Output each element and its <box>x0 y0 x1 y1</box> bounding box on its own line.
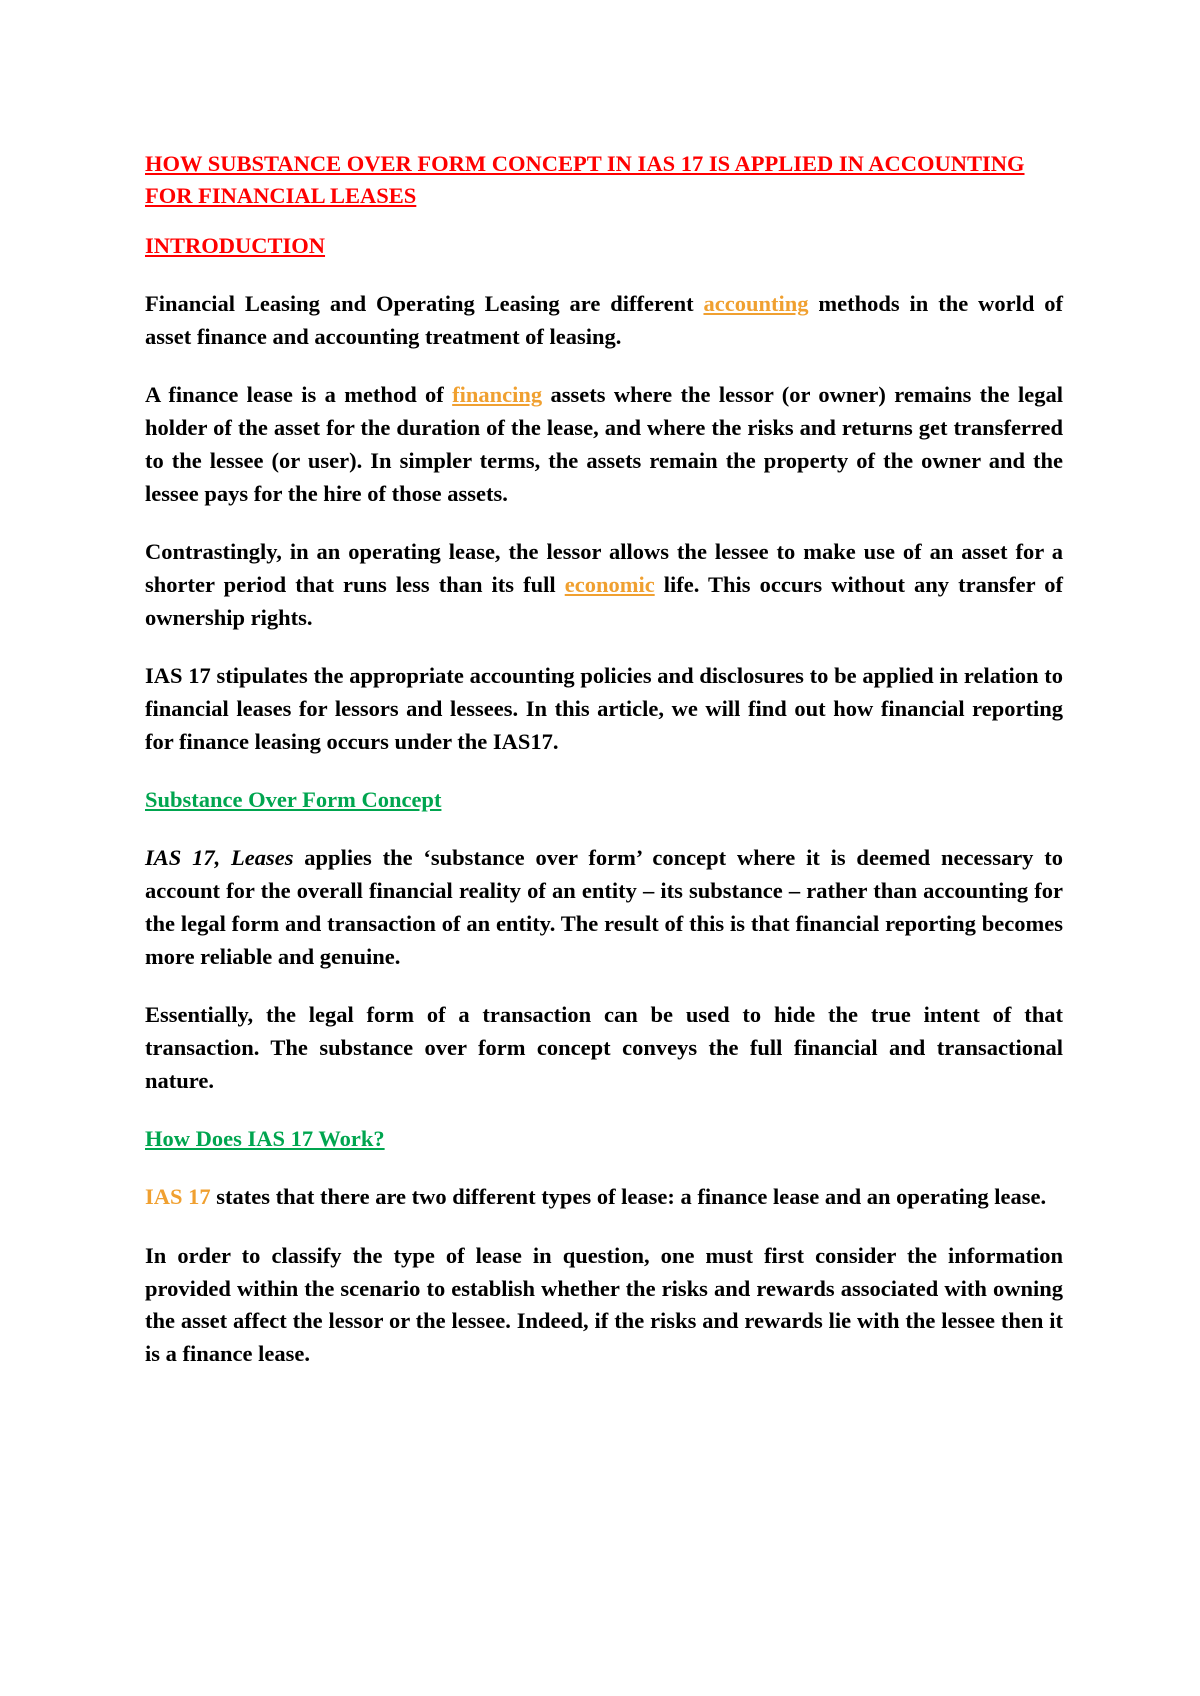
substance-over-form-heading: Substance Over Form Concept <box>145 787 442 813</box>
ias17-leases-italic: IAS 17, Leases <box>145 845 294 871</box>
paragraph-operating-lease <box>145 536 1063 634</box>
how-ias17-works-heading: How Does IAS 17 Work? <box>145 1126 385 1152</box>
paragraph-text: methods in the world of asset finance and accounting treatment of leasing. <box>145 291 1063 349</box>
document-title: HOW SUBSTANCE OVER FORM CONCEPT IN IAS 17 IS APPLIED IN ACCOUNTING FOR FINANCIAL LEASES <box>145 151 1025 208</box>
paragraph-legal-form: Essentially, the legal form of a transaction can be used to hide the true intent of that transaction. The substance over form concept conveys the full financial and transactional nature. <box>145 1002 1063 1093</box>
paragraph-text: life. This occurs without any transfer of ownership rights. <box>145 571 1063 630</box>
paragraph-lease-types <box>145 1181 1063 1214</box>
paragraph-leasing-overview <box>145 288 1063 353</box>
paragraph-text: A finance lease is a method of <box>145 382 453 408</box>
paragraph-classification: In order to classify the type of lease in question, one must first consider the information provided within the scenario to establish whether the risks and rewards associated with owning the asset affect the lessor or the lessee. Indeed, if the risks and rewards lie with the lessee then it is a finance lease. <box>145 1243 1063 1367</box>
financing-link[interactable]: financing <box>452 382 543 408</box>
accounting-link[interactable]: accounting <box>703 291 809 316</box>
paragraph-text: applies the ‘substance over form’ concept where it is deemed necessary to account for the overall financial reality of an entity – its substance – rather than accounting for the legal form and transaction of an entity. The result of this is that financial reporting becomes more reliable and genuine. <box>145 845 1063 969</box>
paragraph-substance-concept <box>145 842 1063 973</box>
paragraph-finance-lease <box>145 379 1063 510</box>
paragraph-ias17-stipulates: IAS 17 stipulates the appropriate accounting policies and disclosures to be applied in relation to financial leases for lessors and lessees. In this article, we will find out how financial reporting for finance leasing occurs under the IAS17. <box>145 663 1063 754</box>
paragraph-text: assets where the lessor (or owner) remains the legal holder of the asset for the duration of the lease, and where the risks and returns get transferred to the lessee (or user). In simpler terms, the assets remain the property of the owner and the lessee pays for the hire of those assets. <box>145 382 1064 506</box>
paragraph-text: states that there are two different types of lease: a finance lease and an operating lease. <box>210 1184 1047 1210</box>
paragraph-text: Financial Leasing and Operating Leasing are different <box>145 291 704 316</box>
ias17-highlight: IAS 17 <box>145 1184 211 1210</box>
paragraph-text: Contrastingly, in an operating lease, the lessor allows the lessee to make use of an asset for a shorter period that runs less than its full <box>145 539 1063 597</box>
document-body <box>145 148 1063 1397</box>
introduction-heading: INTRODUCTION <box>145 233 326 258</box>
economic-link[interactable]: economic <box>564 571 655 597</box>
